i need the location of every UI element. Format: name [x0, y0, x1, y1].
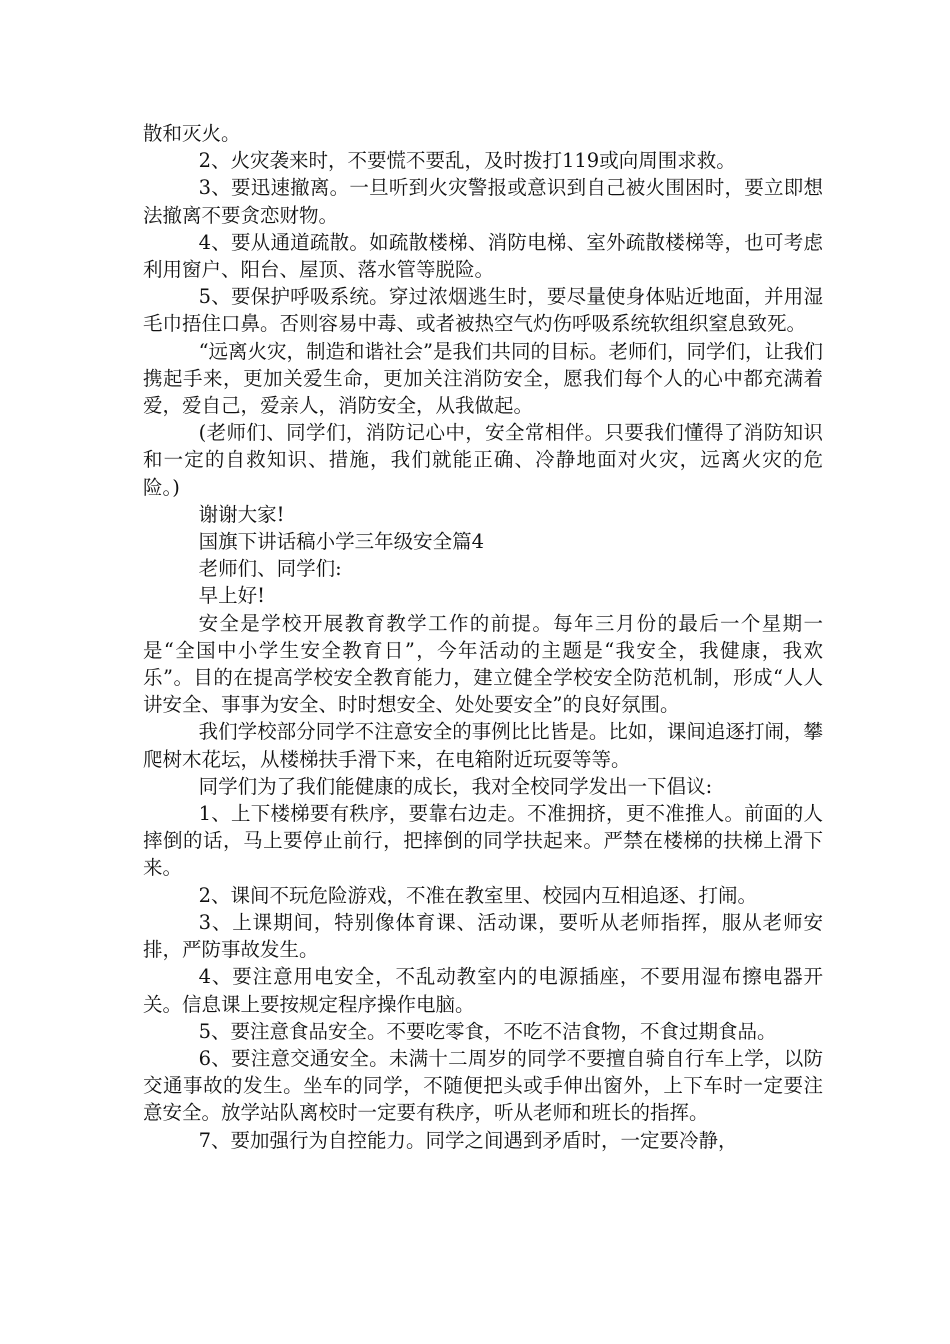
paragraph: 2、火灾袭来时，不要慌不要乱，及时拨打119或向周围求救。	[198, 149, 736, 173]
paragraph: 4、要从通道疏散。如疏散楼梯、消防电梯、室外疏散楼梯等，也可考虑利用窗户、阳台、屋顶、落水管等脱险。	[143, 230, 823, 282]
paragraph: 散和灭火。	[143, 122, 241, 145]
paragraph: “远离火灾，制造和谐社会”是我们共同的目标。老师们，同学们，让我们携起手来，更加关爱生命，更加关注消防安全，愿我们每个人的心中都充满着爱，爱自己，爱亲人，消防安全，从我做起。	[143, 339, 824, 418]
paragraph: 3、要迅速撤离。一旦听到火灾警报或意识到自己被火围困时，要立即想法撤离不要贪恋财物。	[143, 176, 823, 227]
paragraph: 3、上课期间，特别像体育课、活动课，要听从老师指挥，服从老师安排，严防事故发生。	[143, 910, 823, 962]
paragraph: (老师们、同学们，消防记心中，安全常相伴。只要我们懂得了消防知识和一定的自救知识、措施，我们就能正确、冷静地面对火灾，远离火灾的危险。)	[143, 421, 823, 499]
paragraph: 我们学校部分同学不注意安全的事例比比皆是。比如，课间追逐打闹，攀爬树木花坛，从楼梯扶手滑下来，在电箱附近玩耍等等。	[143, 720, 823, 771]
paragraph: 国旗下讲话稿小学三年级安全篇4	[198, 530, 484, 554]
paragraph: 2、课间不玩危险游戏，不准在教室里、校园内互相追逐、打闹。	[198, 883, 757, 907]
paragraph: 安全是学校开展教育教学工作的前提。每年三月份的最后一个星期一是“全国中小学生安全教育日”，今年活动的主题是“我安全，我健康，我欢乐”。目的在提高学校安全教育能力，建立健全学校安全防范机制，形成“人人讲安全、事事为安全、时时想安全、处处要安全”的良好氛围。	[143, 611, 823, 717]
paragraph: 7、要加强行为自控能力。同学之间遇到矛盾时，一定要冷静，	[198, 1128, 738, 1152]
paragraph: 同学们为了我们能健康的成长，我对全校同学发出一下倡议:	[198, 774, 713, 798]
paragraph: 5、要保护呼吸系统。穿过浓烟逃生时，要尽量使身体贴近地面，并用湿毛巾捂住口鼻。否则容易中毒、或者被热空气灼伤呼吸系统软组织窒息致死。	[143, 285, 823, 336]
paragraph: 6、要注意交通安全。未满十二周岁的同学不要擅自骑自行车上学，以防交通事故的发生。坐车的同学，不随便把头或手伸出窗外，上下车时一定要注意安全。放学站队离校时一定要有秩序，听从老师和班长的指挥。	[143, 1046, 823, 1125]
paragraph: 早上好!	[198, 584, 265, 608]
document-page	[143, 120, 823, 1154]
paragraph: 4、要注意用电安全，不乱动教室内的电源插座，不要用湿布擦电器开关。信息课上要按规定程序操作电脑。	[143, 965, 823, 1016]
paragraph: 谢谢大家!	[198, 502, 285, 526]
paragraph: 老师们、同学们:	[198, 557, 342, 581]
paragraph: 1、上下楼梯要有秩序，要靠右边走。不准拥挤，更不准推人。前面的人摔倒的话，马上要停止前行，把摔倒的同学扶起来。严禁在楼梯的扶梯上滑下来。	[143, 802, 823, 880]
paragraph: 5、要注意食品安全。不要吃零食，不吃不洁食物，不食过期食品。	[198, 1019, 777, 1043]
